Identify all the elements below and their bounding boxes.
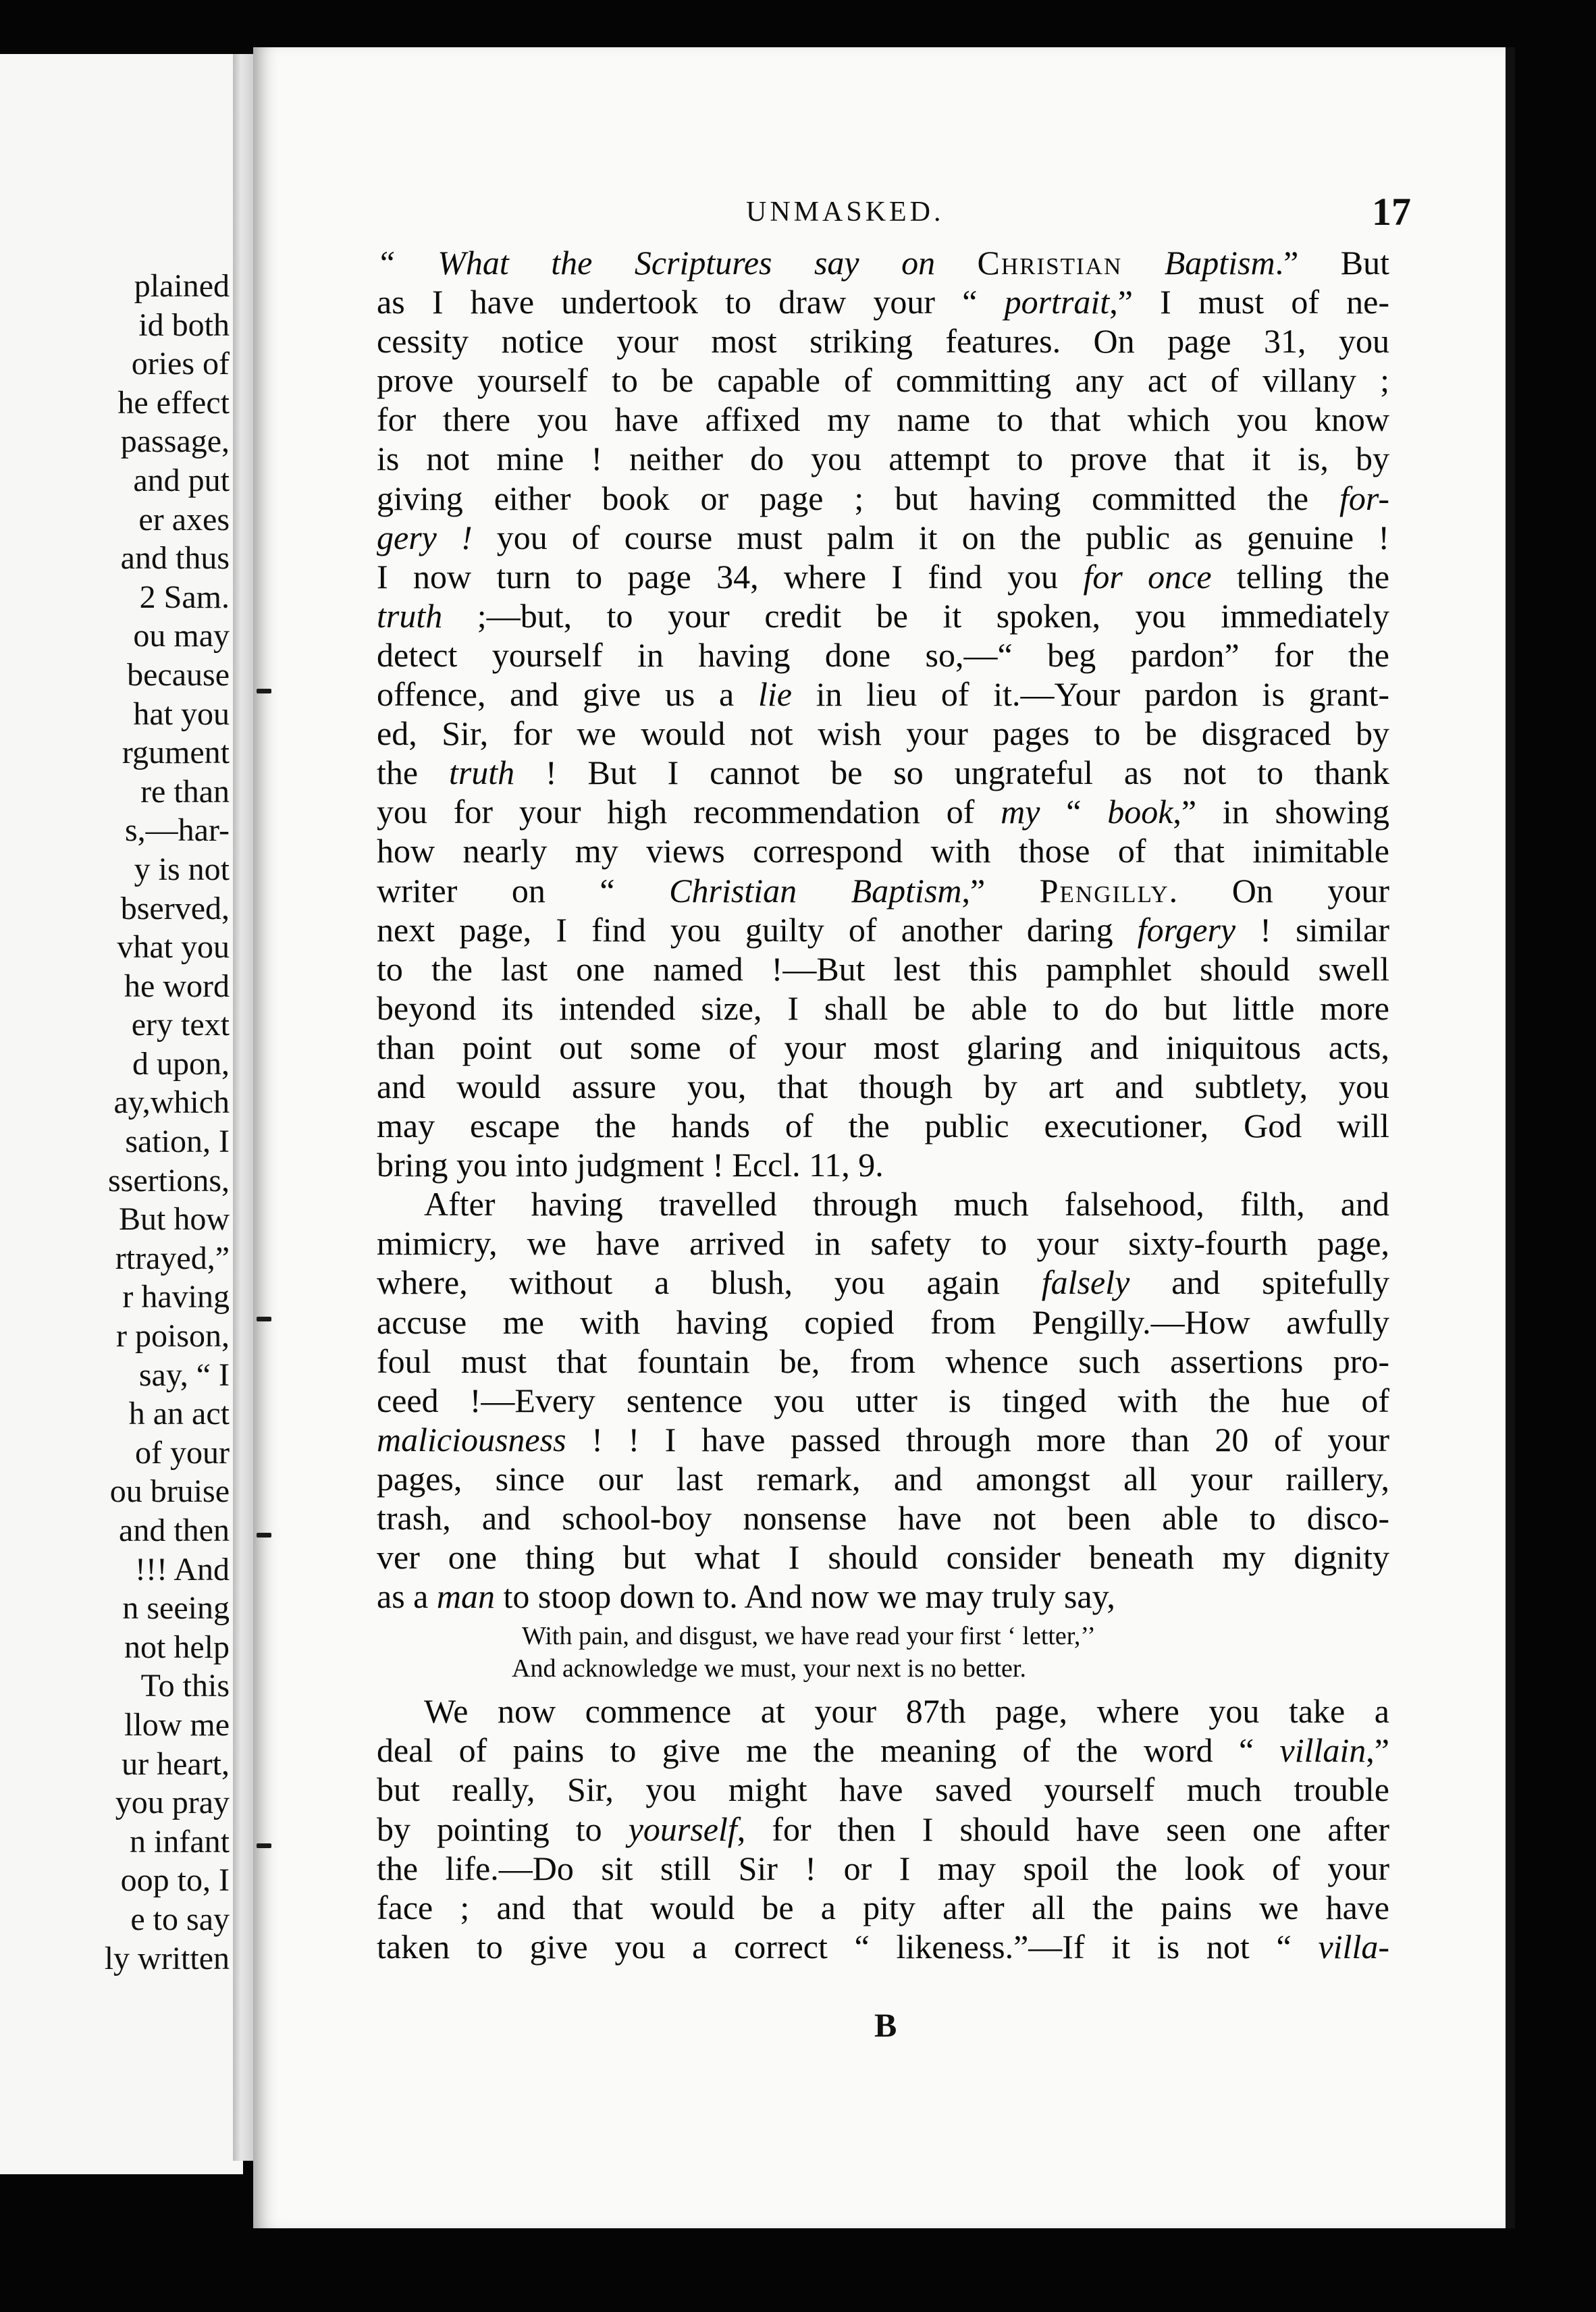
verse-line — [377, 1620, 1389, 1652]
text-run: We now commence at your 87th page, where you take a — [424, 1692, 1389, 1731]
text-run: I now turn to page 34, where I find you — [377, 557, 1084, 596]
left-fragment-line: n seeing — [122, 1590, 230, 1627]
text-line — [377, 1927, 1389, 1966]
left-fragment-line: not help — [124, 1629, 230, 1665]
text-run: ! But I cannot be so ungrateful as not to thank — [514, 754, 1389, 792]
text-run: to the last one named !—But lest this pamphlet should swell — [377, 949, 1389, 988]
italic-run: book — [1107, 793, 1173, 831]
left-fragment-line: he word — [124, 968, 230, 1004]
left-page-fragments — [0, 267, 230, 1978]
text-run: cessity notice your most striking features. On page 31, you — [377, 322, 1389, 361]
text-run: ,” — [1366, 1731, 1389, 1770]
text-run: And acknowledge we must, your next is no better. — [512, 1654, 1026, 1683]
text-line — [377, 1145, 1389, 1184]
left-fragment-line: oop to, I — [120, 1862, 230, 1899]
text-run: After having travelled through much falsehood, filth, and — [424, 1185, 1389, 1224]
text-line — [377, 1691, 1389, 1731]
text-run: is not mine ! neither do you attempt to prove that it is, by — [377, 440, 1389, 478]
italic-run: villain — [1279, 1731, 1366, 1770]
left-fragment-line: d upon, — [132, 1045, 230, 1082]
text-line — [377, 1420, 1389, 1459]
italic-run: portrait — [1004, 283, 1110, 321]
page-header — [378, 189, 1411, 236]
left-fragment-line: ay,which — [113, 1084, 230, 1121]
italic-run: Baptism — [1122, 244, 1275, 282]
text-run: telling the — [1211, 557, 1390, 596]
text-line — [377, 1263, 1389, 1302]
text-run: ,” I must of ne- — [1109, 283, 1390, 321]
text-run: as a — [377, 1577, 437, 1616]
left-fragment-line: To this — [140, 1668, 230, 1704]
text-line — [377, 675, 1389, 714]
left-fragment-line: bserved, — [120, 890, 230, 926]
text-line — [377, 1810, 1389, 1849]
left-fragment-line: s,—har- — [125, 812, 230, 849]
left-fragment-line: hat you — [133, 695, 230, 732]
text-line — [377, 1459, 1389, 1498]
text-run: and would assure you, that though by art and subtlety, you — [377, 1067, 1389, 1105]
left-fragment-line: er axes — [138, 501, 230, 537]
book-gutter — [233, 54, 253, 2161]
text-run: detect yourself in having done so,—“ beg pardon” for the — [377, 635, 1389, 674]
left-fragment-line: because — [127, 656, 230, 693]
text-line — [377, 400, 1389, 439]
text-line — [377, 1498, 1389, 1538]
text-run: and spitefully — [1129, 1263, 1390, 1302]
left-fragment-line: rtrayed,” — [115, 1240, 230, 1276]
left-fragment-line: n infant — [130, 1823, 230, 1860]
text-line — [377, 753, 1389, 792]
text-line — [377, 1106, 1389, 1145]
text-run: With pain, and disgust, we have read your first ‘ letter,’’ — [522, 1622, 1096, 1651]
text-line — [377, 1770, 1389, 1809]
text-line — [377, 831, 1389, 870]
binding-thread — [257, 1533, 271, 1538]
text-run: ver one thing but what I should consider beneath my dignity — [377, 1538, 1389, 1577]
text-run: as I have undertook to draw your “ — [377, 283, 1005, 321]
text-run: by pointing to — [377, 1810, 629, 1848]
text-line — [377, 1538, 1389, 1577]
left-fragment-line: But how — [118, 1201, 230, 1238]
text-run: than point out some of your most glaring and iniquitous acts, — [377, 1028, 1389, 1066]
text-line — [377, 1067, 1389, 1106]
text-run: how nearly my views correspond with those of that inimitable — [377, 832, 1389, 870]
italic-run: “ What the Scriptures say on — [377, 244, 978, 282]
text-line — [377, 1577, 1389, 1616]
left-fragment-line: id both — [138, 307, 230, 343]
left-fragment-line: and put — [133, 462, 230, 498]
text-run: mimicry, we have arrived in safety to your sixty-fourth page, — [377, 1224, 1389, 1263]
text-line — [377, 518, 1389, 557]
text-line — [377, 714, 1389, 753]
left-fragment-line: ery text — [131, 1007, 230, 1043]
text-run: ! ! I have passed through more than 20 of your — [566, 1420, 1389, 1459]
text-line — [377, 243, 1389, 282]
text-run: ,” in showing — [1173, 793, 1389, 831]
text-run: pages, since our last remark, and amongst all your raillery, — [377, 1459, 1389, 1498]
left-fragment-line: and thus — [120, 540, 230, 577]
left-fragment-line: ssertions, — [108, 1162, 230, 1199]
text-run: next page, I find you guilty of another daring — [377, 910, 1138, 949]
left-fragment-line: sation, I — [125, 1124, 230, 1160]
text-line — [377, 949, 1389, 989]
text-run: giving either book or page ; but having committed the — [377, 479, 1339, 517]
text-run: in lieu of it.—Your pardon is grant- — [791, 675, 1389, 714]
left-fragment-line: llow me — [124, 1706, 230, 1743]
text-run: you for your high recommendation of — [377, 793, 1001, 831]
text-run: offence, and give us a — [377, 675, 758, 714]
italic-run: lie — [757, 675, 792, 714]
text-line — [377, 1888, 1389, 1927]
italic-run: for once — [1083, 557, 1212, 596]
running-title: UNMASKED. — [746, 196, 945, 228]
text-run: ;—but, to your credit be it spoken, you immediately — [442, 596, 1389, 635]
italic-run: for- — [1339, 479, 1389, 517]
left-fragment-line: !!! And — [135, 1551, 230, 1587]
text-run: .” But — [1275, 244, 1389, 282]
italic-run: man — [436, 1577, 495, 1616]
text-run: , for then I should have seen one after — [737, 1810, 1389, 1848]
text-run: to stoop down to. And now we may truly say, — [494, 1577, 1115, 1616]
text-line — [377, 596, 1389, 635]
text-line — [377, 1849, 1389, 1888]
text-run: ! similar — [1235, 910, 1389, 949]
text-run: may escape the hands of the public executioner, God will — [377, 1107, 1389, 1145]
text-run: foul must that fountain be, from whence such assertions pro- — [377, 1342, 1389, 1380]
text-run: “ — [1040, 793, 1108, 831]
text-run: face ; and that would be a pity after all the pains we have — [377, 1888, 1389, 1926]
small-caps-run: Pengilly — [1039, 871, 1169, 910]
left-fragment-line: ou bruise — [109, 1473, 230, 1510]
left-fragment-line: vhat you — [117, 929, 230, 966]
left-fragment-line: ur heart, — [122, 1745, 230, 1782]
text-line — [377, 321, 1389, 361]
text-line — [377, 989, 1389, 1028]
text-line — [377, 635, 1389, 675]
left-fragment-line: of your — [135, 1434, 230, 1471]
italic-run: gery ! — [377, 518, 473, 556]
text-run: for there you have affixed my name to that which you know — [377, 400, 1389, 439]
italic-run: falsely — [1041, 1263, 1130, 1302]
text-run: writer on “ — [377, 871, 670, 910]
text-run: taken to give you a correct “ likeness.”—If it is not “ — [377, 1927, 1319, 1966]
text-run: ed, Sir, for we would not wish your pages to be disgraced by — [377, 714, 1389, 753]
text-run: trash, and school-boy nonsense have not been able to disco- — [377, 1499, 1389, 1537]
left-fragment-line: e to say — [130, 1901, 230, 1937]
italic-run: forgery — [1137, 910, 1236, 949]
text-line — [377, 282, 1389, 321]
left-fragment-line: ly written — [104, 1940, 230, 1976]
left-fragment-line: say, “ I — [138, 1357, 230, 1393]
text-run: accuse me with having copied from Pengilly.—How awfully — [377, 1303, 1389, 1341]
text-run: but really, Sir, you might have saved yourself much trouble — [377, 1770, 1389, 1809]
verse-quotation — [377, 1616, 1389, 1691]
left-fragment-line: h an act — [128, 1396, 230, 1432]
text-run: where, without a blush, you again — [377, 1263, 1042, 1302]
left-fragment-line: he effect — [117, 384, 230, 421]
text-line — [377, 910, 1389, 949]
italic-run: truth — [448, 754, 515, 792]
left-fragment-line: ou may — [133, 618, 230, 654]
text-run: the life.—Do sit still Sir ! or I may spoil the look of your — [377, 1849, 1389, 1887]
text-line — [377, 1381, 1389, 1420]
signature-mark: B — [874, 2006, 897, 2044]
text-line — [377, 439, 1389, 478]
italic-run: my — [1001, 793, 1040, 831]
text-line — [377, 1342, 1389, 1381]
text-line — [377, 792, 1389, 831]
body-text — [377, 243, 1389, 1966]
left-fragment-line: re than — [140, 773, 230, 810]
binding-thread — [257, 689, 271, 693]
text-line — [377, 1731, 1389, 1770]
left-fragment-line: rgument — [122, 735, 230, 771]
binding-thread — [257, 1317, 271, 1321]
text-line — [377, 1303, 1389, 1342]
text-line — [377, 1224, 1389, 1263]
text-run: prove yourself to be capable of committing any act of villany ; — [377, 361, 1389, 400]
italic-run: truth — [377, 596, 443, 635]
text-run: the — [377, 754, 449, 792]
text-line — [377, 871, 1389, 910]
italic-run: Christian Baptism — [669, 871, 962, 910]
left-fragment-line: plained — [134, 268, 230, 304]
small-caps-run: Christian — [977, 244, 1123, 282]
left-fragment-line: 2 Sam. — [139, 579, 230, 615]
left-fragment-line: you pray — [115, 1785, 230, 1821]
text-line — [377, 361, 1389, 400]
text-run: deal of pains to give me the meaning of the word “ — [377, 1731, 1280, 1770]
text-run: bring you into judgment ! Eccl. 11, 9. — [377, 1146, 884, 1184]
italic-run: villa- — [1318, 1927, 1389, 1966]
text-run: . On your — [1169, 871, 1389, 910]
text-line — [377, 557, 1389, 596]
italic-run: yourself — [628, 1810, 737, 1848]
left-fragment-line: r poison, — [116, 1318, 230, 1355]
italic-run: maliciousness — [377, 1420, 566, 1459]
text-line — [377, 1028, 1389, 1067]
left-fragment-line: y is not — [134, 851, 230, 887]
verse-line — [377, 1652, 1389, 1685]
left-fragment-line: and then — [119, 1513, 230, 1548]
text-run: you of course must palm it on the public as genuine ! — [472, 518, 1390, 556]
text-line — [377, 479, 1389, 518]
left-fragment-line: passage, — [120, 423, 230, 460]
left-fragment-line: r having — [122, 1279, 230, 1315]
text-run: ceed !—Every sentence you utter is tinged with the hue of — [377, 1381, 1389, 1419]
text-line — [377, 1184, 1389, 1224]
text-run: ,” — [961, 871, 1040, 910]
text-run: beyond its intended size, I shall be able to do but little more — [377, 989, 1389, 1027]
binding-thread — [257, 1843, 271, 1848]
left-fragment-line: ories of — [131, 346, 230, 382]
page-number: 17 — [1372, 190, 1411, 234]
